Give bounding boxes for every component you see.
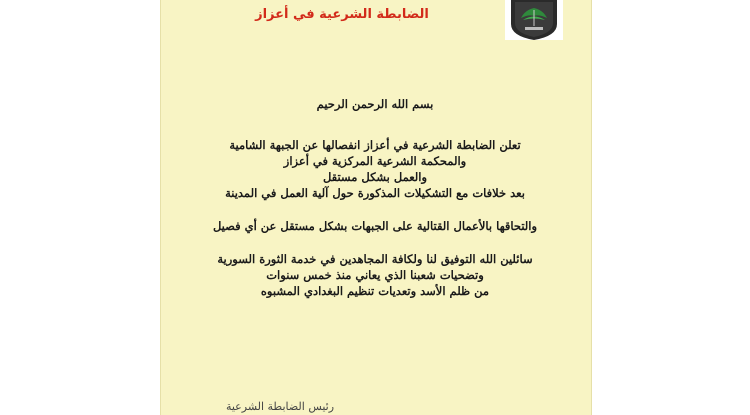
shield-emblem-icon [505, 0, 563, 40]
document-header-title: الضابطة الشرعية في أعزاز [255, 7, 429, 22]
statement-line: بعد خلافات مع التشكيلات المذكورة حول آلية العمل في المدينة [225, 186, 525, 200]
statement-line: والعمل بشكل مستقل [322, 170, 428, 184]
statement-line: والتحاقها بالأعمال القتالية على الجبهات بشكل مستقل عن أي فصيل [212, 219, 538, 233]
statement-body [180, 96, 570, 299]
statement-line: سائلين الله التوفيق لنا ولكافة المجاهدين في خدمة الثورة السورية [217, 252, 533, 266]
basmala: بسم الله الرحمن الرحيم [316, 97, 434, 111]
statement-line: من ظلم الأسد وتعديات تنظيم البغدادي المشبوه [260, 284, 490, 298]
statement-line: تعلن الضابطة الشرعية في أعزاز انفصالها عن الجبهة الشامية [229, 138, 521, 152]
signature-line: رئيس الضابطة الشرعية [225, 400, 335, 413]
statement-line: وتضحيات شعبنا الذي يعاني منذ خمس سنوات [266, 268, 484, 282]
statement-line: والمحكمة الشرعية المركزية في أعزاز [283, 154, 467, 168]
